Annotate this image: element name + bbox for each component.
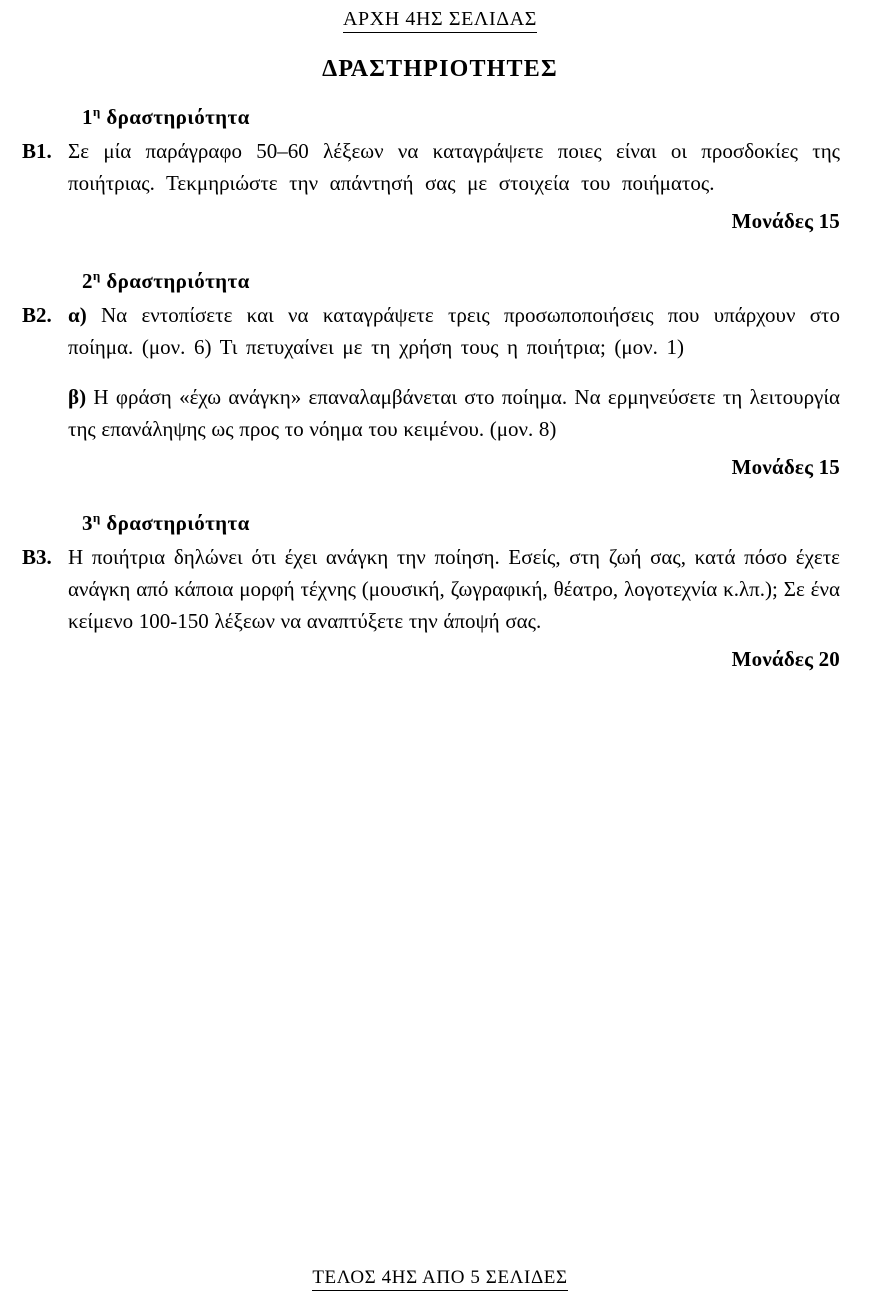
page-footer — [0, 1267, 880, 1291]
marks-b2: Μονάδες 15 — [731, 454, 840, 479]
activity-1-ordinal-suffix: η — [92, 104, 101, 119]
activity-2-ordinal-suffix: η — [92, 267, 101, 283]
activity-1-number: 1 — [82, 105, 93, 129]
question-b2-part-b-text: Η φράση «έχω ανάγκη» επαναλαμβάνεται στο ποίημα. Να ερμηνεύσετε τη λειτουργία της επανάληψης ως προς το νόημα του κειμένου. (μον. 8) — [68, 385, 840, 441]
section-spacer-1 — [22, 238, 840, 268]
question-b2-part-a — [68, 300, 840, 364]
marks-b3: Μονάδες 20 — [731, 646, 840, 671]
page-header — [0, 8, 880, 33]
activity-3-number: 3 — [82, 510, 93, 535]
question-label-b3: Β3. — [22, 545, 52, 569]
page-title: ΔΡΑΣΤΗΡΙΟΤΗΤΕΣ — [322, 56, 558, 82]
activity-heading-1 — [82, 104, 840, 130]
question-b2-part-a-text: Να εντοπίσετε και να καταγράψετε τρεις προσωποποιήσεις που υπάρχουν στο ποίημα. (μον. 6) Τι πετυχαίνει με τη χρήση τους η ποιήτρια; (μον. 1) — [68, 303, 840, 360]
question-label-b1: Β1. — [22, 139, 52, 164]
question-body-b1 — [68, 136, 840, 238]
question-b3-paragraph: Η ποιήτρια δηλώνει ότι έχει ανάγκη την ποίηση. Εσείς, στη ζωή σας, κατά πόσο έχετε ανάγκη από κάποια μορφή τέχνης (μουσική, ζωγραφική, θέατρο, λογοτεχνία κ.λπ.); Σε ένα κείμενο 100-150 λέξεων να αναπτύξετε την άποψή σας. — [68, 545, 840, 633]
question-body-b2 — [68, 300, 840, 484]
activity-3-ordinal-suffix: η — [92, 509, 101, 525]
exam-content — [22, 104, 840, 676]
question-b2-part-b — [68, 382, 840, 446]
question-block-b1 — [22, 136, 840, 238]
activity-2-word: δραστηριότητα — [100, 268, 250, 293]
activity-2-number: 2 — [82, 268, 93, 293]
activity-heading-3 — [82, 510, 840, 536]
activity-3-word: δραστηριότητα — [100, 510, 250, 535]
question-block-b3 — [22, 542, 840, 676]
activity-1-word: δραστηριότητα — [100, 105, 250, 129]
page-header-text: ΑΡΧΗ 4ΗΣ ΣΕΛΙΔΑΣ — [343, 8, 537, 33]
question-b2-part-b-marker: β) — [68, 385, 87, 410]
question-body-b3 — [68, 542, 840, 676]
question-b2-part-a-marker: α) — [68, 303, 87, 328]
question-block-b2 — [22, 300, 840, 484]
activity-heading-2 — [82, 268, 840, 294]
question-label-b2: Β2. — [22, 303, 52, 328]
question-b1-paragraph: Σε μία παράγραφο 50–60 λέξεων να καταγράψετε ποιες είναι οι προσδοκίες της ποιήτριας. Τεκμηριώστε την απάντησή σας με στοιχεία του ποιήματος. — [68, 139, 840, 196]
section-spacer-2 — [22, 484, 840, 510]
marks-b1: Μονάδες 15 — [731, 209, 840, 234]
page-footer-text: ΤΕΛΟΣ 4ΗΣ ΑΠΟ 5 ΣΕΛΙΔΕΣ — [312, 1267, 567, 1291]
